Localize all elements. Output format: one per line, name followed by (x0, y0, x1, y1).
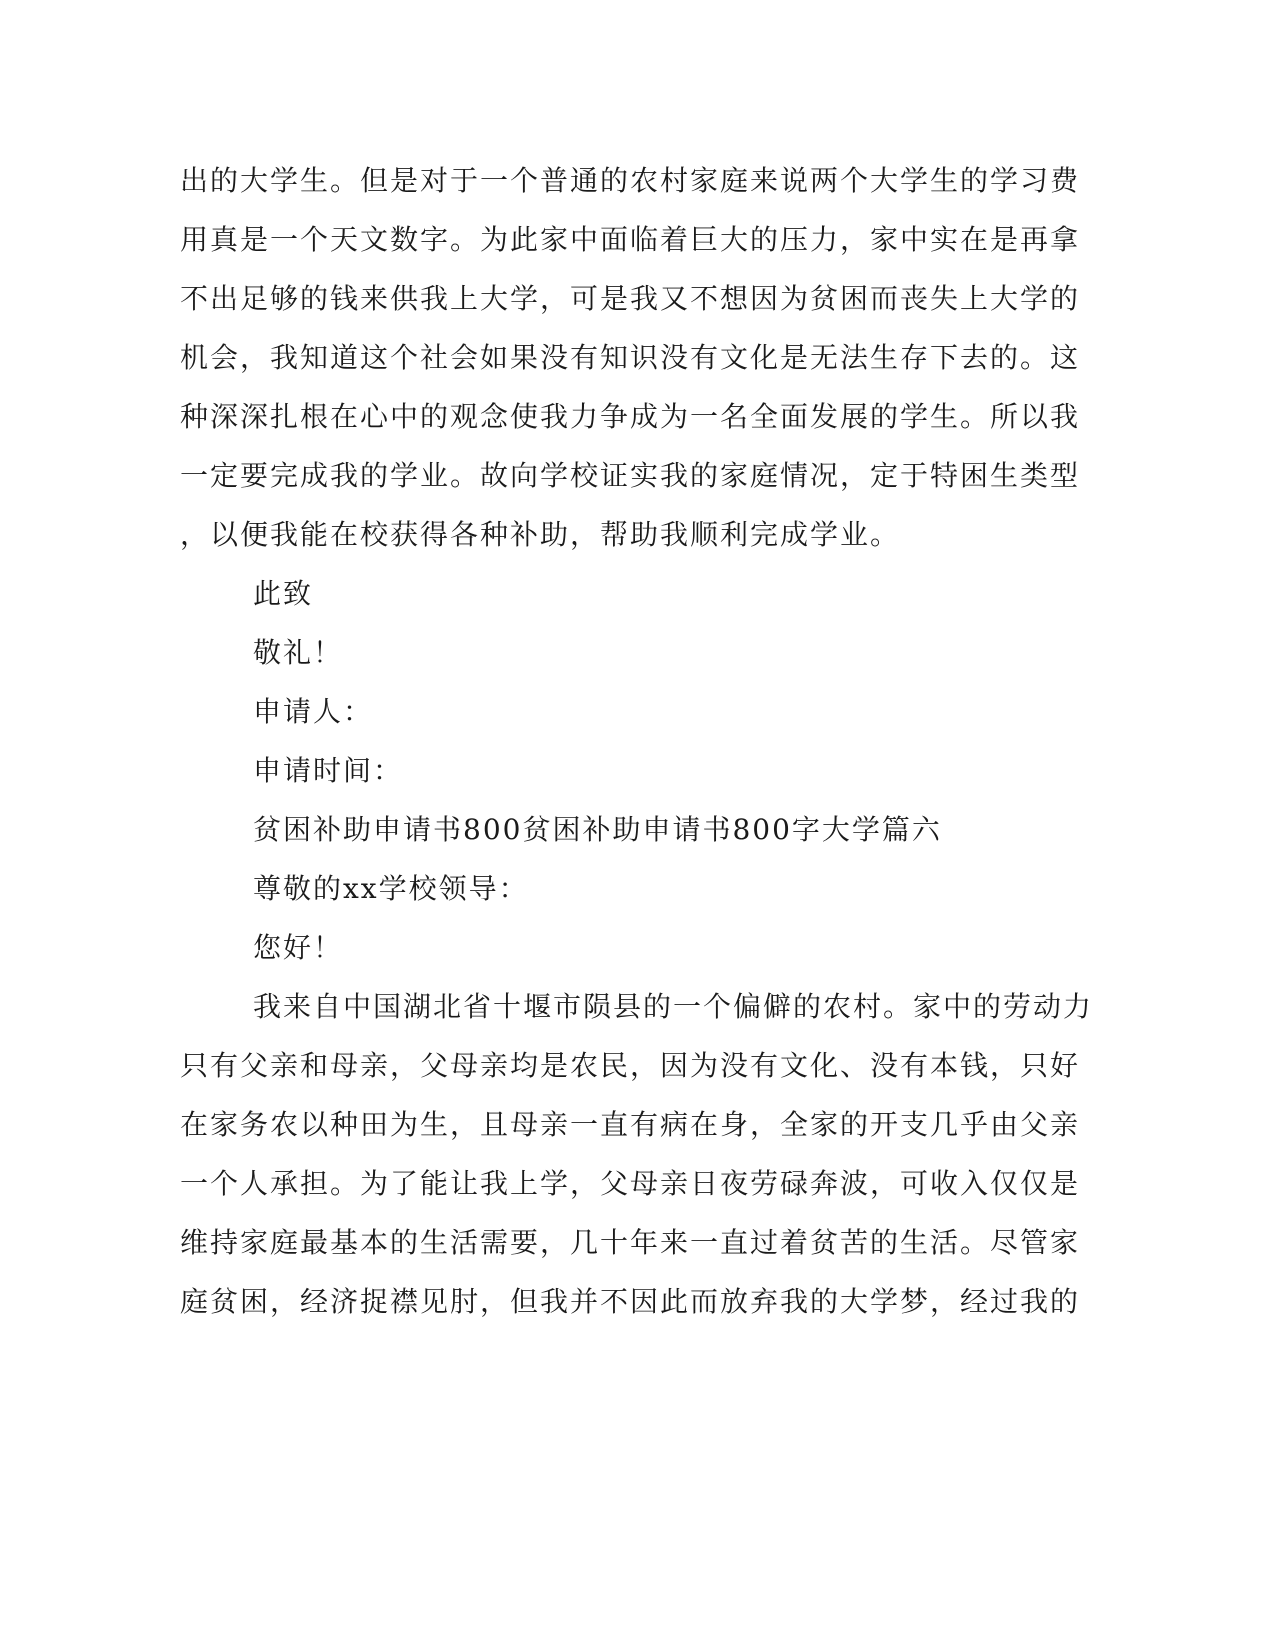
closing-regards: 敬礼！ (253, 636, 344, 669)
paragraph-line: 不出足够的钱来供我上大学，可是我又不想因为贫困而丧失上大学的 (180, 282, 1081, 315)
paragraph-line: 我来自中国湖北省十堰市陨县的一个偏僻的农村。家中的劳动力 (253, 990, 1094, 1023)
paragraph-line: 一个人承担。为了能让我上学，父母亲日夜劳碌奔波，可收入仅仅是 (180, 1167, 1081, 1200)
document-body (180, 151, 1094, 1331)
paragraph-line: 一定要完成我的学业。故向学校证实我的家庭情况，定于特困生类型 (180, 459, 1081, 492)
letter-greeting: 您好！ (253, 931, 344, 964)
paragraph-line: 庭贫困，经济捉襟见肘，但我并不因此而放弃我的大学梦，经过我的 (180, 1285, 1081, 1318)
paragraph-line: 在家务农以种田为生，且母亲一直有病在身，全家的开支几乎由父亲 (180, 1108, 1081, 1141)
paragraph-line: 机会，我知道这个社会如果没有知识没有文化是无法生存下去的。这 (180, 341, 1081, 374)
paragraph-line: 只有父亲和母亲，父母亲均是农民，因为没有文化、没有本钱，只好 (180, 1049, 1081, 1082)
paragraph-line: 用真是一个天文数字。为此家中面临着巨大的压力，家中实在是再拿 (180, 223, 1081, 256)
paragraph-line: 出的大学生。但是对于一个普通的农村家庭来说两个大学生的学习费 (180, 164, 1081, 197)
section-heading: 贫困补助申请书800贫困补助申请书800字大学篇六 (253, 813, 942, 846)
application-date-label: 申请时间： (253, 754, 404, 787)
closing-salutation: 此致 (253, 577, 314, 610)
letter-addressee: 尊敬的xx学校领导： (253, 872, 529, 905)
paragraph-line: 维持家庭最基本的生活需要，几十年来一直过着贫苦的生活。尽管家 (180, 1226, 1081, 1259)
paragraph-line: 种深深扎根在心中的观念使我力争成为一名全面发展的学生。所以我 (180, 400, 1081, 433)
applicant-label: 申请人： (253, 695, 374, 728)
paragraph-line: ，以便我能在校获得各种补助，帮助我顺利完成学业。 (180, 518, 901, 551)
